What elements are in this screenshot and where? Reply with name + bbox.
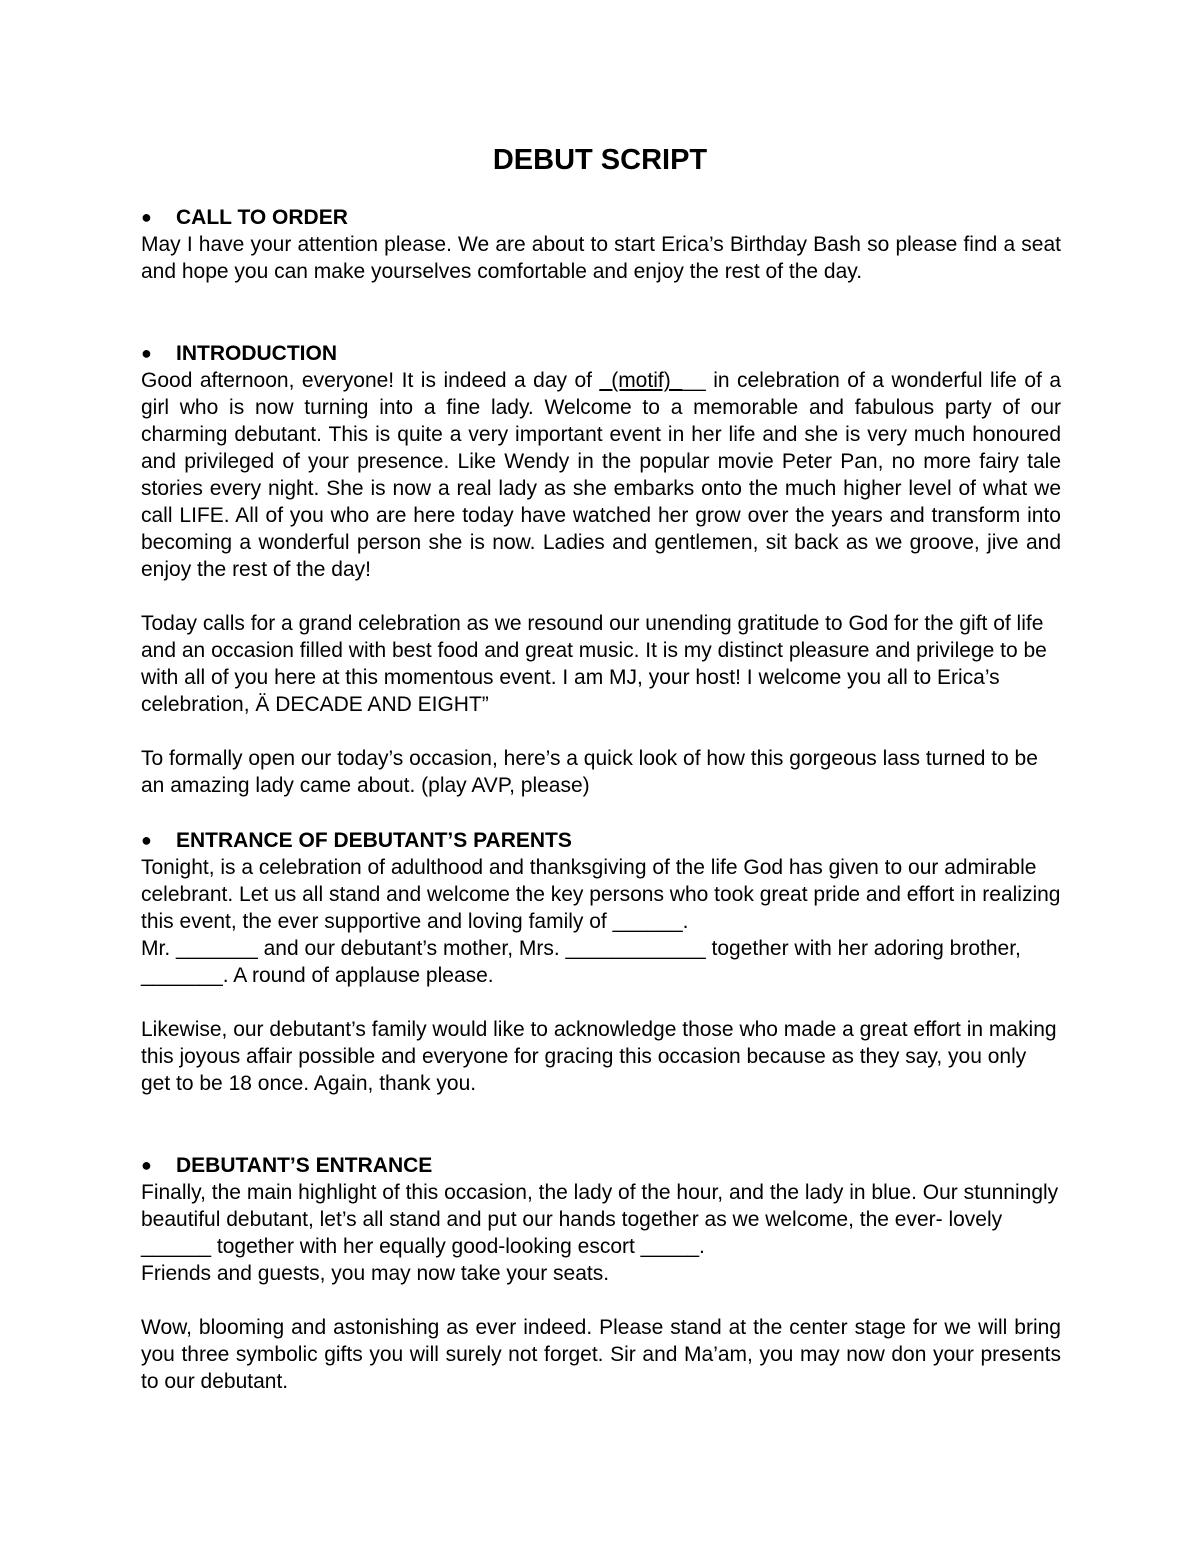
paragraph: Today calls for a grand celebration as we resound our unending gratitude to God for the gift of life and an occasion filled with best food and great music. It is my distinct pleasure and privilege to be with all of you here at this momentous event. I am MJ, your host! I welcome you all to Erica’s celebration, Ä DECADE AND EIGHT” (141, 612, 1047, 716)
section-parents-entrance (141, 827, 1061, 1097)
heading-text: DEBUTANT’S ENTRANCE (176, 1154, 433, 1177)
bullet-icon: ● (141, 207, 152, 227)
document-title: DEBUT SCRIPT (492, 144, 708, 176)
section-heading (141, 827, 1061, 854)
intro-text-end: __ in celebration of a wonderful life of a girl who is now turning into a fine lady. Welcome to a memorable and fabulous party of our charming debutant. This is quite a very important event in her life and she is very much honoured and privileged of your presence. Like Wendy in the popular movie Peter Pan, no more fairy tale stories every night. She is now a real lady as she embarks onto the much higher level of what we call LIFE. All of you who are here today have watched her grow over the years and transform into becoming a wonderful person she is now. Ladies and gentlemen, sit back as we groove, jive and enjoy the rest of the day! (141, 369, 1062, 581)
section-heading (141, 1152, 1061, 1179)
section-heading (141, 340, 1061, 367)
paragraph: Wow, blooming and astonishing as ever indeed. Please stand at the center stage for we will bring you three symbolic gifts you will surely not forget. Sir and Ma’am, you may now don your presents to our debutant. (141, 1316, 1061, 1393)
paragraph: May I have your attention please. We are about to start Erica’s Birthday Bash so please find a seat and hope you can make yourselves comfortable and enjoy the rest of the day. (141, 233, 1061, 283)
section-heading (141, 204, 1061, 231)
paragraph: Finally, the main highlight of this occasion, the lady of the hour, and the lady in blue. Our stunningly beautiful debutant, let’s all stand and put our hands together as we welcome, the ever- lovely ______ together with her equally good-looking escort _____. (141, 1181, 1059, 1258)
paragraph: Tonight, is a celebration of adulthood and thanksgiving of the life God has given to our admirable celebrant. Let us all stand and welcome the key persons who took great pride and effort in realizing this event, the ever supportive and loving family of ______. (141, 856, 1061, 933)
paragraph: Mr. _______ and our debutant’s mother, Mrs. ____________ together with her adoring brother, _______. A round of applause please. (141, 937, 1021, 987)
bullet-icon: ● (141, 343, 152, 363)
paragraph: To formally open our today’s occasion, here’s a quick look of how this gorgeous lass turned to be an amazing lady came about. (play AVP, please) (141, 747, 1038, 797)
section-call-to-order (141, 204, 1061, 285)
intro-text-start: Good afternoon, everyone! It is indeed a day of (141, 369, 600, 392)
paragraph: Friends and guests, you may now take your seats. (141, 1262, 610, 1285)
bullet-icon: ● (141, 1155, 152, 1175)
motif-placeholder: _(motif)_ (599, 369, 683, 392)
heading-text: CALL TO ORDER (176, 206, 348, 229)
paragraph: Likewise, our debutant’s family would like to acknowledge those who made a great effort in making this joyous affair possible and everyone for gracing this occasion because as they say, you only get to be 18 once. Again, thank you. (141, 1018, 1057, 1095)
section-introduction (141, 340, 1061, 799)
paragraph (141, 367, 1061, 583)
section-debutant-entrance (141, 1152, 1061, 1395)
bullet-icon: ● (141, 830, 152, 850)
heading-text: ENTRANCE OF DEBUTANT’S PARENTS (176, 829, 572, 852)
heading-text: INTRODUCTION (176, 342, 337, 365)
